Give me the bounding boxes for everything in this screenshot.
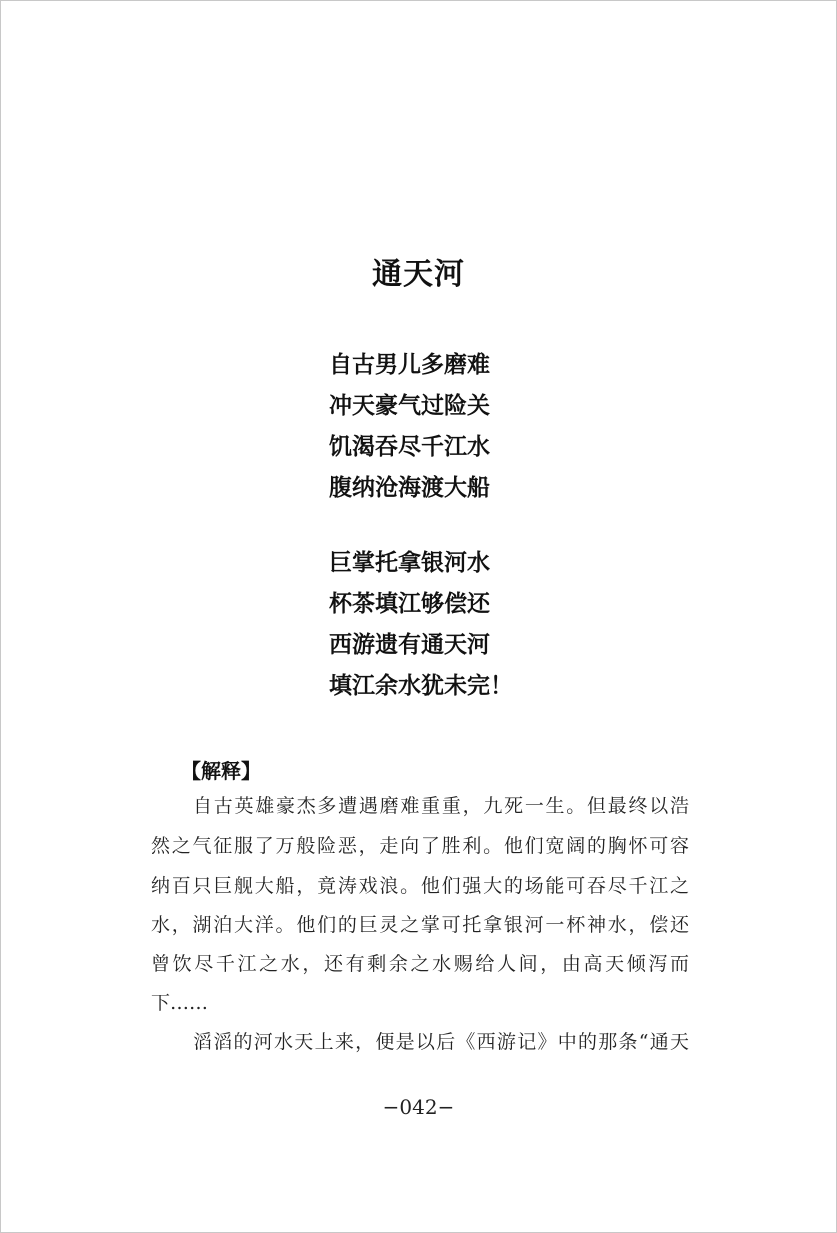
paragraph-line: 自古英雄豪杰多遭遇磨难重重，九死一生。但最终以浩: [193, 795, 689, 817]
paragraph-line: 下……: [151, 992, 209, 1014]
poem-line: 饥渴吞尽千江水: [329, 434, 490, 460]
poem-line: 自古男儿多磨难: [329, 352, 490, 378]
poem-stanza-2: [329, 543, 513, 707]
paragraph-line: 纳百只巨舰大船，竟涛戏浪。他们强大的场能可吞尽千江之: [151, 875, 689, 897]
poem-line: 巨掌托拿银河水: [329, 550, 490, 576]
page-title: 通天河: [372, 257, 465, 292]
paragraph-line: 然之气征服了万般险恶，走向了胜利。他们宽阔的胸怀可容: [151, 835, 689, 857]
paragraph-line: 水，湖泊大洋。他们的巨灵之掌可托拿银河一杯神水，偿还: [151, 914, 689, 936]
poem-line: 腹纳沧海渡大船: [329, 475, 490, 501]
poem-line: 填江余水犹未完！: [329, 673, 513, 699]
poem-stanza-1: [329, 345, 490, 509]
explanation-heading: 【解释】: [181, 759, 261, 783]
poem-line: 西游遗有通天河: [329, 632, 490, 658]
paragraph-line: 滔滔的河水天上来，便是以后《西游记》中的那条“通天: [193, 1031, 689, 1053]
page-number: −042−: [382, 1095, 455, 1119]
paragraph-line: 曾饮尽千江之水，还有剩余之水赐给人间，由高天倾泻而: [151, 953, 689, 975]
poem-line: 冲天豪气过险关: [329, 393, 490, 419]
poem-line: 杯茶填江够偿还: [329, 591, 490, 617]
